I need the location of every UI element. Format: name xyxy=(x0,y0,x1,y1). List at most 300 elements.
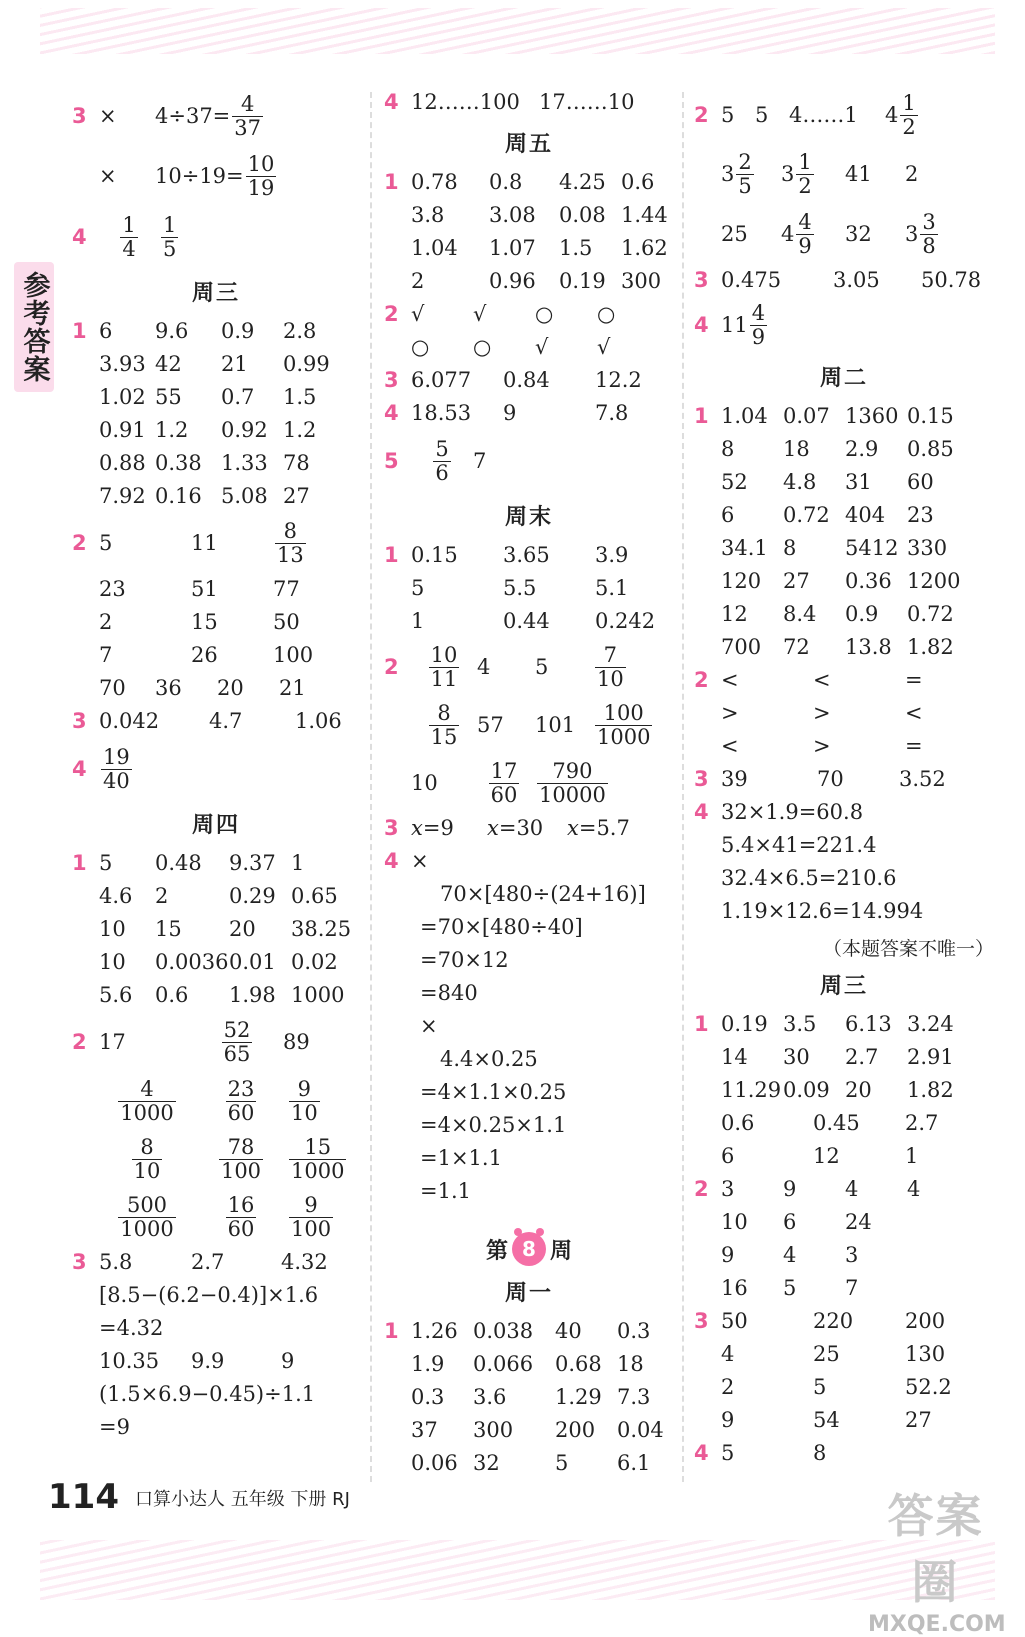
answer-row xyxy=(694,1404,994,1437)
answer-cell: 1.9 xyxy=(411,1352,445,1377)
answer-row: 3 x=9 x=30 x=5.7 xyxy=(384,816,630,841)
answer-row xyxy=(72,206,360,268)
answer-row xyxy=(694,1008,994,1041)
answer-cell: 5 xyxy=(411,576,425,601)
answer-cell: 3 xyxy=(721,1177,735,1202)
answer-row xyxy=(384,298,674,331)
fraction: $\frac{5}{6}$ xyxy=(435,436,449,485)
answer-row xyxy=(694,1272,994,1305)
answer-cell: 700 xyxy=(721,635,762,660)
answer-cell: 30 xyxy=(783,1045,810,1070)
answer-row xyxy=(694,1107,994,1140)
question-number: 3 xyxy=(384,816,399,841)
answer-row xyxy=(694,1173,994,1206)
answer-cell: 404 xyxy=(845,503,886,528)
answer-cell: 0.07 xyxy=(783,404,830,429)
answer-cell: 0.96 xyxy=(489,269,536,294)
question-number: 4 xyxy=(384,90,399,115)
watermark: 答案圈 MXQE.COM xyxy=(868,1489,1006,1637)
fraction: $\frac{9}{100}$ xyxy=(291,1192,332,1241)
answer-cell: 1.33 xyxy=(221,451,268,476)
answer-cell: 0.6 xyxy=(721,1111,755,1136)
question-number: 1 xyxy=(72,319,87,344)
answer-cell: 1000 xyxy=(291,983,345,1008)
answer-cell: 8 xyxy=(783,536,797,561)
answer-row: 3 $\frac{2}{5}$ 3 $\frac{1}{2}$ 41 2 xyxy=(721,149,919,198)
answer-cell: 32 xyxy=(473,1451,500,1476)
answer-cell: 1.04 xyxy=(411,236,458,261)
answer-row: $\frac{8}{15}$ 57 101 $\frac{100}{1000}$ xyxy=(384,696,674,754)
calc-line xyxy=(384,1109,674,1142)
answer-row xyxy=(694,433,994,466)
question-number: 3 xyxy=(694,1309,709,1334)
answer-row: 3 6.077 0.84 12.2 xyxy=(384,368,642,393)
answer-cell: 23 xyxy=(99,577,126,602)
answer-cell: 37 xyxy=(411,1418,438,1443)
answer-cell: 55 xyxy=(155,385,182,410)
answer-cell: 31 xyxy=(845,470,872,495)
answer-row: 10 $\frac{17}{60}$ $\frac{790}{10000}$ xyxy=(411,758,606,807)
answer-cell: 52.2 xyxy=(905,1375,952,1400)
calc-text: =70×12 xyxy=(420,948,509,973)
answer-cell: 2 xyxy=(99,610,113,635)
mixed-number: 4 $\frac{1}{2}$ xyxy=(885,90,916,139)
fraction: $\frac{10}{11}$ xyxy=(430,642,458,691)
answer-row xyxy=(384,605,674,638)
answer-cell: 38.25 xyxy=(291,917,352,942)
calc-line xyxy=(384,1043,674,1076)
week-badge: 8 xyxy=(512,1232,546,1266)
answer-row xyxy=(72,348,360,381)
answer-row: 10.35 9.9 9 xyxy=(99,1349,295,1374)
answer-cell: 1200 xyxy=(907,569,961,594)
answer-cell: 120 xyxy=(721,569,762,594)
answer-cell: √ xyxy=(597,335,611,360)
answer-cell: 0.19 xyxy=(559,269,606,294)
answer-cell: 6 xyxy=(721,1144,735,1169)
answer-cell: 40 xyxy=(555,1319,582,1344)
answer-row: 4 12……100 17……10 xyxy=(384,90,635,115)
side-tab xyxy=(14,262,54,392)
answer-row: 3 39 70 3.52 xyxy=(694,767,946,792)
answer-cell: 9 xyxy=(721,1408,735,1433)
answer-grid xyxy=(384,166,674,298)
column-1 xyxy=(72,86,360,1444)
answer-cell: 9.37 xyxy=(229,851,276,876)
answer-cell: 50 xyxy=(721,1309,748,1334)
answer-cell: 3.93 xyxy=(99,352,146,377)
answer-cell: 1.2 xyxy=(155,418,189,443)
answer-cell: 34.1 xyxy=(721,536,768,561)
fraction: $\frac{9}{10}$ xyxy=(291,1076,318,1125)
answer-row xyxy=(72,86,360,146)
answer-cell: 2.9 xyxy=(845,437,879,462)
answer-cell: 0.16 xyxy=(155,484,202,509)
page-footer xyxy=(48,1477,350,1517)
answer-cell: 1.29 xyxy=(555,1385,602,1410)
answer-cell: 18 xyxy=(617,1352,644,1377)
question-number: 3 xyxy=(694,268,709,293)
answer-cell: 0.85 xyxy=(907,437,954,462)
fraction: $\frac{500}{1000}$ xyxy=(120,1192,174,1241)
question-number: 3 xyxy=(72,103,87,128)
fraction: $\frac{15}{1000}$ xyxy=(291,1134,345,1183)
answer-grid xyxy=(694,1173,994,1305)
question-number: 3 xyxy=(384,368,399,393)
answer-row: 2 $\frac{10}{11}$ 4 5 $\frac{7}{10}$ xyxy=(384,642,624,691)
comparison-grid xyxy=(694,664,994,763)
answer-cell: 4 xyxy=(907,1177,921,1202)
answer-cell: 3.6 xyxy=(473,1385,507,1410)
question-number: 1 xyxy=(694,1012,709,1037)
answer-cell: 1.82 xyxy=(907,635,954,660)
answer-cell: 1.26 xyxy=(411,1319,458,1344)
answer-cell: = xyxy=(905,668,923,693)
question-number: 3 xyxy=(72,709,87,734)
answer-cell: 4.25 xyxy=(559,170,606,195)
answer-cell: 3.9 xyxy=(595,543,629,568)
answer-row xyxy=(384,572,674,605)
answer-row xyxy=(694,1239,994,1272)
question-number: 4 xyxy=(694,312,709,337)
fraction: $\frac{16}{60}$ xyxy=(227,1192,255,1241)
answer-row xyxy=(384,1414,674,1447)
answer-cell: 0.91 xyxy=(99,418,146,443)
answer-cell: 100 xyxy=(273,643,314,668)
answer-cell: 23 xyxy=(907,503,934,528)
answer-row xyxy=(72,414,360,447)
answer-grid xyxy=(384,539,674,638)
answer-cell: 2.7 xyxy=(845,1045,879,1070)
answer-cell: < xyxy=(721,734,739,759)
fraction: $\frac{4}{1000}$ xyxy=(120,1076,174,1125)
answer-cell: 0.92 xyxy=(221,418,268,443)
calc-line: (1.5×6.9−0.45)÷1.1 xyxy=(99,1382,316,1407)
answer-cell: 0.36 xyxy=(845,569,892,594)
fraction: $\frac{8}{10}$ xyxy=(133,1134,161,1183)
answer-row xyxy=(694,565,994,598)
answer-cell: < xyxy=(813,668,831,693)
question-number: 2 xyxy=(694,668,709,693)
answer-row xyxy=(694,1338,994,1371)
answer-cell: ○ xyxy=(535,302,554,327)
answer-cell: 21 xyxy=(221,352,248,377)
answer-cell: 1 xyxy=(291,851,305,876)
section-heading: 周二 xyxy=(819,366,868,391)
answer-row xyxy=(384,1348,674,1381)
answer-cell: 300 xyxy=(621,269,662,294)
mixed-number: 3 $\frac{3}{8}$ xyxy=(905,209,936,258)
answer-cell: 5 xyxy=(555,1451,569,1476)
question-number: 3 xyxy=(72,1250,87,1275)
answer-cell: 0.242 xyxy=(595,609,656,634)
answer-cell: 4.6 xyxy=(99,884,133,909)
answer-cell: √ xyxy=(411,302,425,327)
question-number: 4 xyxy=(72,756,87,781)
answer-cell: 11.29 xyxy=(721,1078,782,1103)
answer-grid xyxy=(694,1008,994,1173)
answer-row xyxy=(694,466,994,499)
answer-grid xyxy=(694,400,994,664)
answer-cell: 5.6 xyxy=(99,983,133,1008)
answer-cell: 4 xyxy=(845,1177,859,1202)
answer-cell: 0.45 xyxy=(813,1111,860,1136)
answer-cell: 60 xyxy=(907,470,934,495)
answer-cell: 18 xyxy=(783,437,810,462)
answer-cell: 7.92 xyxy=(99,484,146,509)
section-heading: 周三 xyxy=(819,974,868,999)
answer-row: 5 $\frac{5}{6}$ 7 xyxy=(384,436,487,485)
question-number: 4 xyxy=(384,401,399,426)
answer-cell: 2 xyxy=(721,1375,735,1400)
answer-cell: 0.3 xyxy=(411,1385,445,1410)
answer-cell: 0.38 xyxy=(155,451,202,476)
answer-cell: 1 xyxy=(411,609,425,634)
question-number: 2 xyxy=(384,654,399,679)
answer-cell: 2.91 xyxy=(907,1045,954,1070)
side-tab-label: 参考答案 xyxy=(18,271,50,383)
answer-cell: 24 xyxy=(845,1210,872,1235)
calc-line: 32.4×6.5=210.6 xyxy=(721,866,897,891)
answer-cell: 10 xyxy=(721,1210,748,1235)
answer-cell: 51 xyxy=(191,577,218,602)
book-title: 口算小达人 五年级 下册 RJ xyxy=(134,1489,350,1510)
question-number: 3 xyxy=(694,767,709,792)
answer-grid xyxy=(72,847,360,1012)
fraction: $\frac{23}{60}$ xyxy=(227,1076,255,1125)
answer-cell: 15 xyxy=(155,917,182,942)
answer-cell: 5 xyxy=(813,1375,827,1400)
top-decoration xyxy=(40,8,995,54)
fraction: $\frac{52}{65}$ xyxy=(223,1017,251,1066)
calc-text: =1.1 xyxy=(420,1179,471,1204)
answer-row xyxy=(384,232,674,265)
answer-cell: 7 xyxy=(845,1276,859,1301)
answer-cell: 1.5 xyxy=(283,385,317,410)
answer-cell: 0.3 xyxy=(617,1319,651,1344)
answer-row xyxy=(694,598,994,631)
answer-cell: 5 xyxy=(99,851,113,876)
fraction: $\frac{1}{5}$ xyxy=(163,212,177,261)
calc-line: =9 xyxy=(99,1415,130,1440)
answer-cell: 27 xyxy=(905,1408,932,1433)
column-3 xyxy=(694,86,994,1470)
mixed-number: 3 $\frac{1}{2}$ xyxy=(781,149,812,198)
answer-cell: 0.04 xyxy=(617,1418,664,1443)
answer-cell: 14 xyxy=(721,1045,748,1070)
answer-cell: 1.04 xyxy=(721,404,768,429)
answer-cell: 200 xyxy=(555,1418,596,1443)
calc-line xyxy=(384,1142,674,1175)
answer-row: 4 × xyxy=(384,849,429,874)
answer-cell: 0.72 xyxy=(907,602,954,627)
answer-cell: 0.6 xyxy=(621,170,655,195)
week-heading: 第 8 周 xyxy=(384,1232,674,1266)
fraction: $\frac{78}{100}$ xyxy=(220,1134,262,1183)
answer-cell: 0.65 xyxy=(291,884,338,909)
answer-cell: 5.08 xyxy=(221,484,268,509)
answer-row: 4 5 8 xyxy=(694,1441,827,1466)
calc-line: 1.19×12.6=14.994 xyxy=(721,899,924,924)
answer-cell: 0.06 xyxy=(411,1451,458,1476)
section-heading: 周五 xyxy=(504,132,553,157)
answer-cell: 3.24 xyxy=(907,1012,954,1037)
answer-row xyxy=(72,880,360,913)
answer-cell: 3 xyxy=(845,1243,859,1268)
answer-row xyxy=(72,315,360,348)
answer-cell: < xyxy=(721,668,739,693)
answer-row xyxy=(72,573,360,606)
fraction-grid xyxy=(72,1072,360,1246)
answer-row: 3 0.042 4.7 1.06 xyxy=(72,709,342,734)
calc-text: 4.4×0.25 xyxy=(440,1047,538,1072)
question-number: 4 xyxy=(694,1441,709,1466)
answer-cell: 7.3 xyxy=(617,1385,651,1410)
answer-cell: √ xyxy=(473,302,487,327)
answer-cell: 42 xyxy=(155,352,182,377)
answer-cell: 0.48 xyxy=(155,851,202,876)
answer-cell: 8.4 xyxy=(783,602,817,627)
answer-cell: 4 xyxy=(783,1243,797,1268)
answer-cell: 3.08 xyxy=(489,203,536,228)
fraction: $\frac{19}{40}$ xyxy=(103,744,130,793)
answer-row xyxy=(72,979,360,1012)
question-number: 2 xyxy=(694,1177,709,1202)
answer-row xyxy=(384,166,674,199)
mixed-number: 11 $\frac{4}{9}$ xyxy=(721,300,766,349)
answer-cell: 0.066 xyxy=(473,1352,534,1377)
answer-grid xyxy=(72,573,360,672)
note: （本题答案不唯一） xyxy=(822,938,994,960)
answer-cell: 0.72 xyxy=(783,503,830,528)
answer-row xyxy=(694,499,994,532)
answer-row xyxy=(72,1130,360,1188)
answer-cell: 0.9 xyxy=(221,319,255,344)
answer-row xyxy=(694,1305,994,1338)
page-number: 114 xyxy=(48,1477,119,1517)
calc-line xyxy=(384,1010,674,1043)
answer-row xyxy=(72,1188,360,1246)
answer-cell: 25 xyxy=(813,1342,840,1367)
question-number: 2 xyxy=(694,102,709,127)
answer-cell: 0.01 xyxy=(229,950,276,975)
answer-cell: 1360 xyxy=(845,404,899,429)
answer-cell: ○ xyxy=(597,302,616,327)
calc-line xyxy=(384,911,674,944)
answer-cell: 0.09 xyxy=(783,1078,830,1103)
answer-row xyxy=(72,847,360,880)
answer-cell: 6.1 xyxy=(617,1451,651,1476)
cross-mark: × xyxy=(99,103,117,128)
answer-cell: 10 xyxy=(99,917,126,942)
answer-cell: 1.5 xyxy=(559,236,593,261)
answer-cell: 3.8 xyxy=(411,203,445,228)
answer-cell: > xyxy=(813,701,831,726)
answer-cell: 0.7 xyxy=(221,385,255,410)
calc-line: [8.5−(6.2−0.4)]×1.6 xyxy=(99,1283,319,1308)
answer-row: 3 0.475 3.05 50.78 xyxy=(694,268,982,293)
answer-row xyxy=(72,381,360,414)
question-number: 2 xyxy=(72,1029,87,1054)
answer-grid xyxy=(384,298,674,364)
fraction: $\frac{790}{10000}$ xyxy=(539,758,606,807)
answer-cell: 6 xyxy=(783,1210,797,1235)
calc-block xyxy=(384,878,674,1208)
answer-cell: 0.08 xyxy=(559,203,606,228)
answer-cell: 0.99 xyxy=(283,352,330,377)
answer-cell: 0.68 xyxy=(555,1352,602,1377)
answer-grid xyxy=(384,1315,674,1480)
calc-line: 5.4×41=221.4 xyxy=(721,833,877,858)
answer-cell: 0.9 xyxy=(845,602,879,627)
question-number: 4 xyxy=(384,849,399,874)
answer-row xyxy=(694,631,994,664)
column-divider xyxy=(370,92,372,1482)
answer-cell: 50 xyxy=(273,610,300,635)
answer-cell: 0.44 xyxy=(503,609,550,634)
answer-row xyxy=(384,1315,674,1348)
answer-cell: 3.65 xyxy=(503,543,550,568)
answer-cell: = xyxy=(905,734,923,759)
answer-cell: 2 xyxy=(411,269,425,294)
section-heading: 周一 xyxy=(504,1281,553,1306)
answer-row xyxy=(384,265,674,298)
answer-cell: 5 xyxy=(783,1276,797,1301)
answer-row xyxy=(72,738,360,800)
answer-grid xyxy=(694,1305,994,1437)
answer-cell: 1.98 xyxy=(229,983,276,1008)
answer-row: 4 32×1.9=60.8 xyxy=(694,800,864,825)
answer-row xyxy=(384,331,674,364)
answer-cell: 4 xyxy=(721,1342,735,1367)
answer-row: 2 5 5 4……1 4 $\frac{1}{2}$ xyxy=(694,86,994,144)
question-number: 1 xyxy=(694,404,709,429)
question-number: 2 xyxy=(384,302,399,327)
equation: 10÷19= xyxy=(155,163,244,188)
answer-cell: 1 xyxy=(905,1144,919,1169)
question-number: 1 xyxy=(384,543,399,568)
answer-cell: ○ xyxy=(473,335,492,360)
answer-cell: 6 xyxy=(99,319,113,344)
answer-row xyxy=(72,447,360,480)
calc-text: =1×1.1 xyxy=(420,1146,502,1171)
answer-cell: 6 xyxy=(721,503,735,528)
answer-grid xyxy=(72,315,360,513)
fraction: $\frac{10}{19}$ xyxy=(247,151,275,200)
answer-cell: √ xyxy=(535,335,549,360)
answer-cell: 200 xyxy=(905,1309,946,1334)
cross-mark: × xyxy=(99,163,117,188)
answer-cell: 1.82 xyxy=(907,1078,954,1103)
answer-cell: 2 xyxy=(155,884,169,909)
answer-row xyxy=(72,1072,360,1130)
answer-cell: 130 xyxy=(905,1342,946,1367)
answer-cell: 8 xyxy=(721,437,735,462)
answer-cell: 0.88 xyxy=(99,451,146,476)
answer-row: 4 18.53 9 7.8 xyxy=(384,401,629,426)
answer-row xyxy=(694,1371,994,1404)
answer-cell: 2.7 xyxy=(905,1111,939,1136)
answer-cell: 20 xyxy=(845,1078,872,1103)
answer-row: 2 17 $\frac{52}{65}$ 89 xyxy=(72,1017,310,1066)
calc-line xyxy=(384,1175,674,1208)
answer-row xyxy=(72,480,360,513)
answer-cell: 1.02 xyxy=(99,385,146,410)
calc-text: 70×[480÷(24+16)] xyxy=(440,882,646,907)
answer-row: 70 36 20 21 xyxy=(99,676,306,701)
answer-cell: 0.8 xyxy=(489,170,523,195)
answer-cell: 52 xyxy=(721,470,748,495)
